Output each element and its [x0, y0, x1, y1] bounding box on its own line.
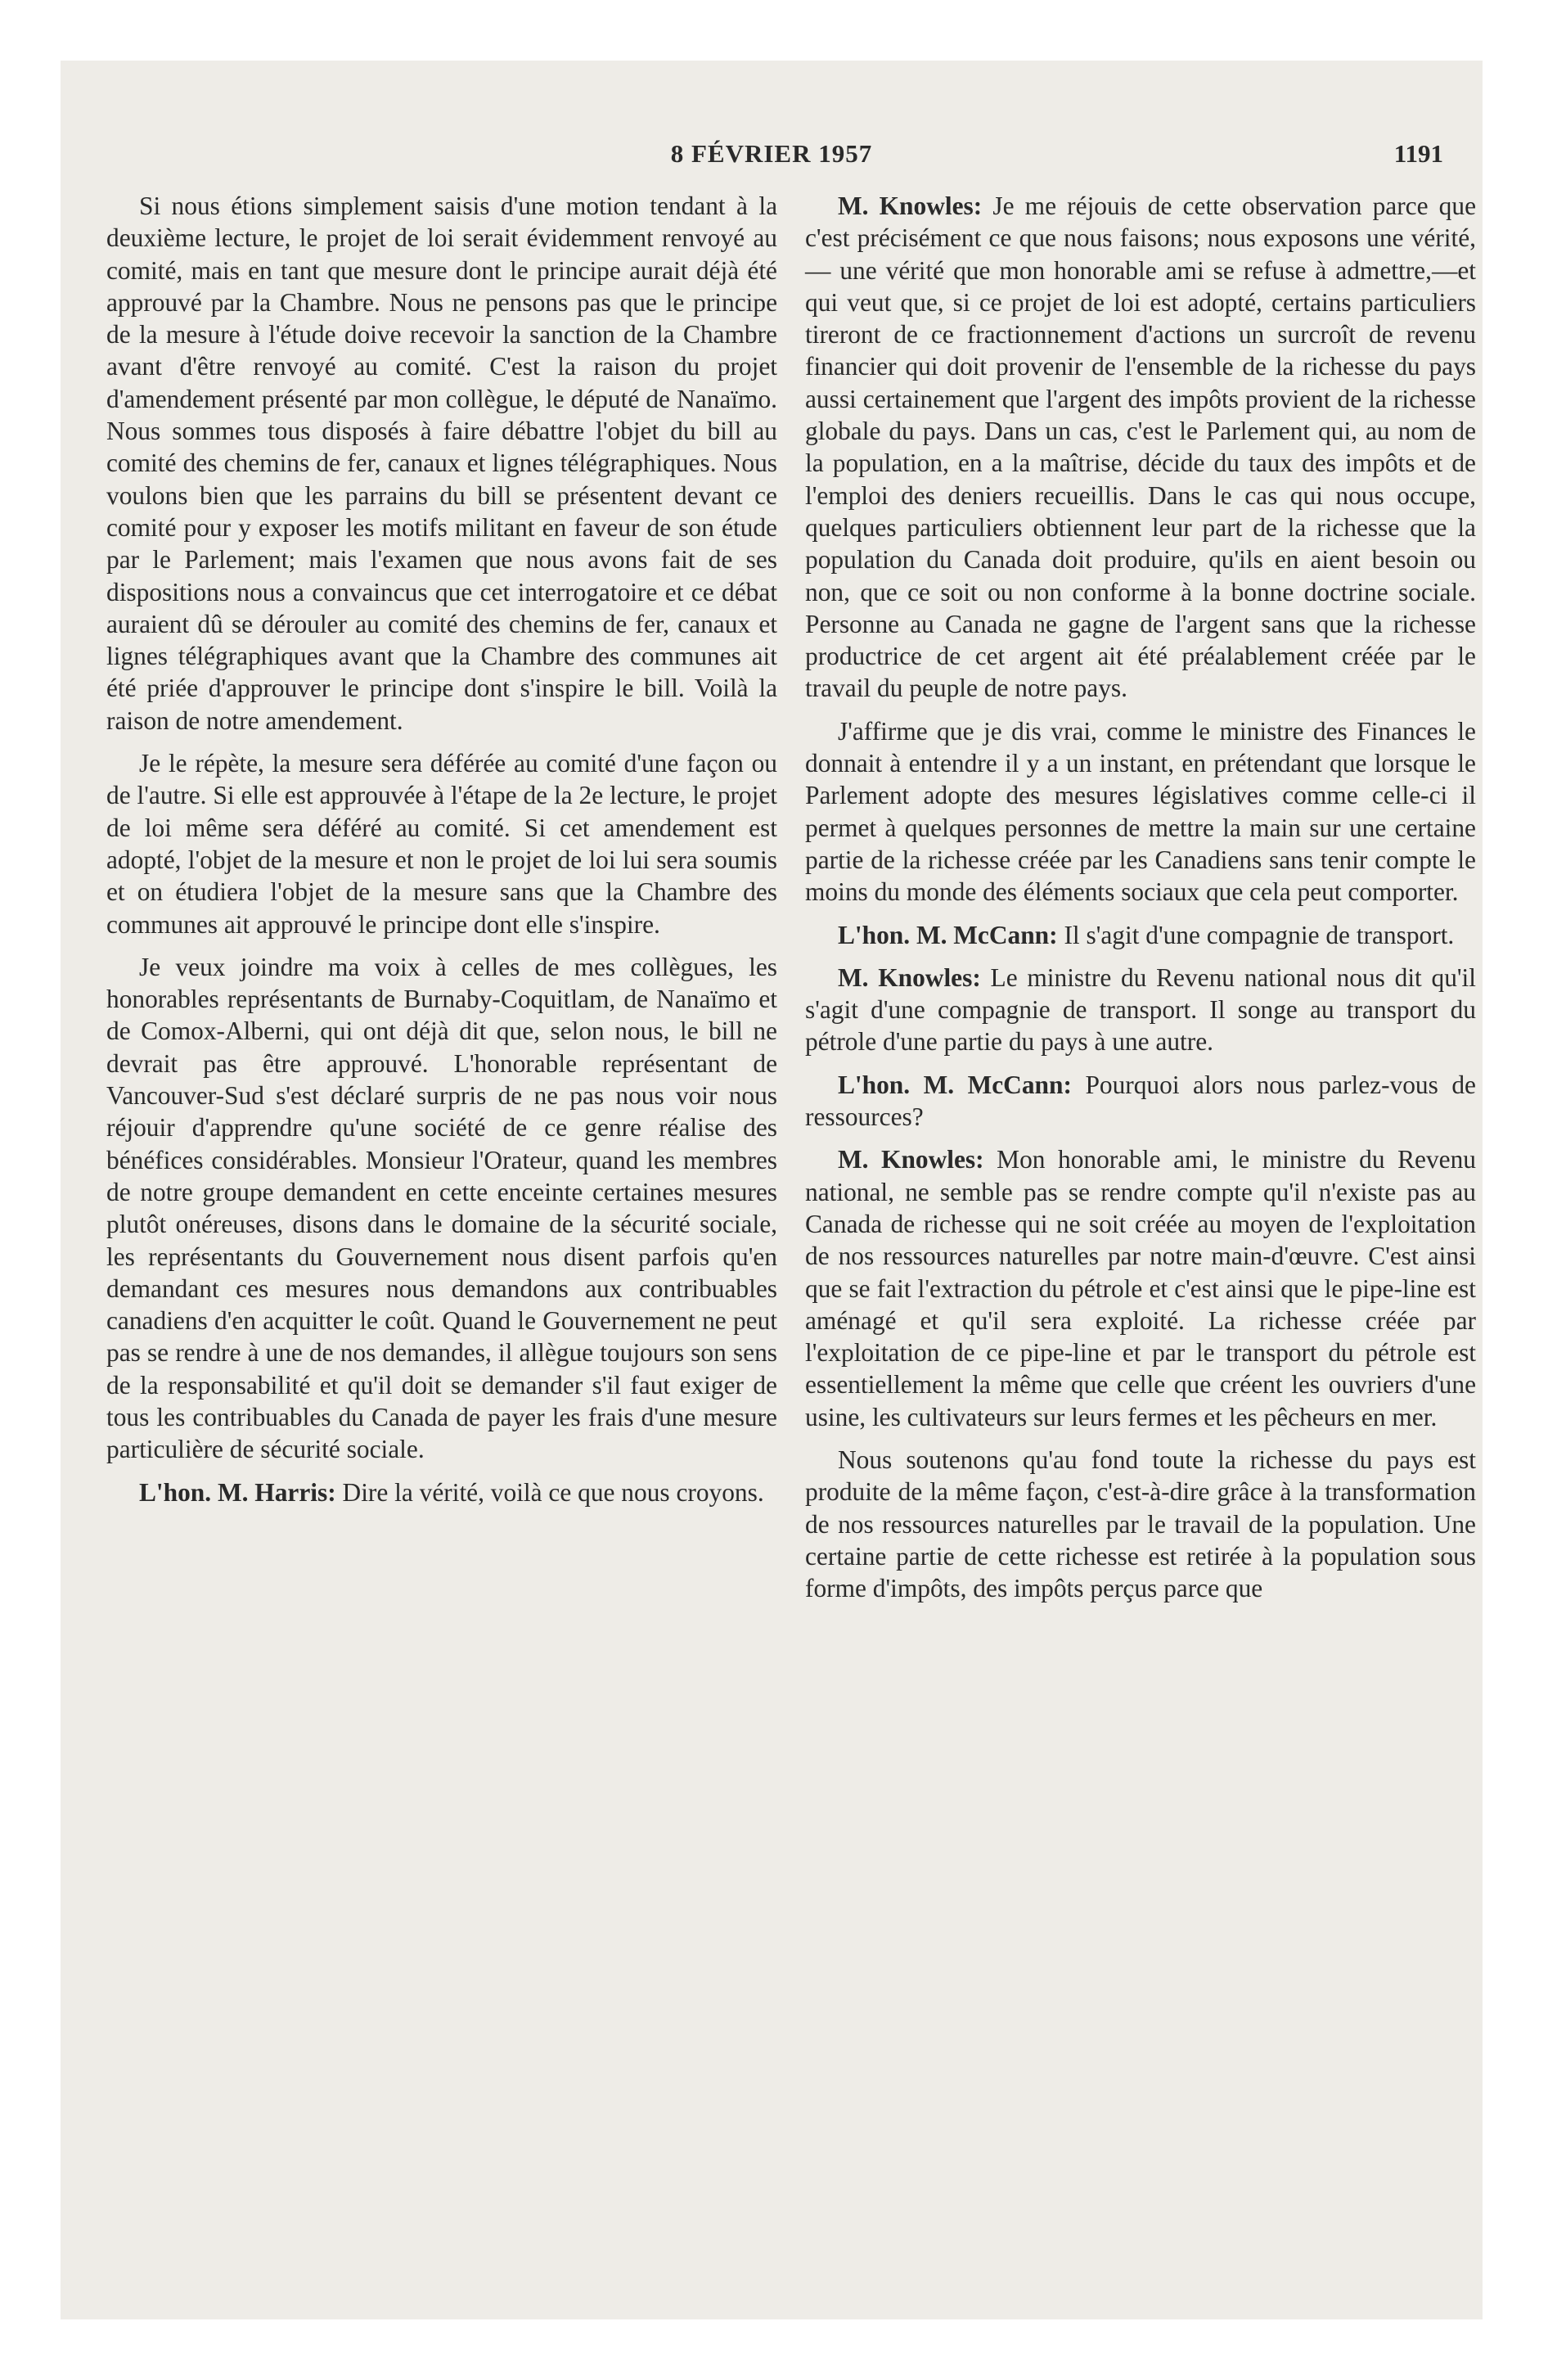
- speech-text: Je me réjouis de cette observation parce que c'est précisément ce que nous faisons; nous exposons une vérité,— une vérité que mon honorable ami se refuse à admettre,—et qui veut que, si ce projet de loi est adopté, certains particuliers tireront de ce fractionnement d'actions un surcroît de revenu financier qui doit provenir de l'ensemble de la richesse du pays aussi certainement que l'argent des impôts provient de la richesse globale du pays. Dans un cas, c'est le Parlement qui, au nom de la population, en a la maîtrise, décide du taux des impôts et de l'emploi des deniers recueillis. Dans le cas qui nous occupe, quelques particuliers obtiennent leur part de la richesse que la population du Canada doit produire, qu'ils en aient besoin ou non, que ce soit ou non conforme à la bonne doctrine sociale. Personne au Canada ne gagne de l'argent sans que la richesse productrice de cet argent ait été préalablement créée par le travail du peuple de notre pays.: [805, 192, 1476, 703]
- right-column: [805, 190, 1476, 1615]
- speech-paragraph: [805, 1069, 1476, 1134]
- speaker-name: M. Knowles:: [838, 192, 983, 220]
- paragraph: Nous soutenons qu'au fond toute la richesse du pays est produite de la même façon, c'est-à-dire grâce à la transformation de nos ressources naturelles par le travail de la population. Une certaine partie de cette richesse est retirée à la population sous forme d'impôts, des impôts perçus parce que: [805, 1445, 1476, 1603]
- speech-paragraph: [805, 1143, 1476, 1433]
- speech-text: Le ministre du Revenu national nous dit qu'il s'agit d'une compagnie de transport. Il songe au transport du pétrole d'une partie du pays à une autre.: [805, 962, 1476, 1057]
- paragraph: J'affirme que je dis vrai, comme le ministre des Finances le donnait à entendre il y a un instant, en prétendant que lorsque le Parlement adopte des mesures législatives comme celle-ci il permet à quelques personnes de mettre la main sur une certaine partie de la richesse créée par les Canadiens sans tenir compte le moins du monde des éléments sociaux que cela peut comporter.: [805, 716, 1476, 907]
- speech-text: Mon honorable ami, le ministre du Revenu national, ne semble pas se rendre compte qu'il n'existe pas au Canada de richesse qui ne soit créée au moyen de l'exploitation de nos ressources naturelles par notre main-d'œuvre. C'est ainsi que se fait l'extraction du pétrole et c'est ainsi que le pipe-line est aménagé et qu'il sera exploité. La richesse créée par l'exploitation de ce pipe-line et par le transport du pétrole est essentiellement la même que celle que créent les ouvriers d'une usine, les cultivateurs sur leurs fermes et les pêcheurs en mer.: [805, 1145, 1476, 1431]
- speaker-name: M. Knowles:: [838, 962, 981, 992]
- speech-text: Il s'agit d'une compagnie de transport.: [1064, 920, 1455, 949]
- speaker-name: L'hon. M. McCann:: [838, 920, 1058, 949]
- speaker-name: L'hon. M. Harris:: [139, 1477, 336, 1507]
- paragraph: Je le répète, la mesure sera déférée au comité d'une façon ou de l'autre. Si elle est approuvée à l'étape de la 2e lecture, le projet de loi même sera déféré au comité. Si cet amendement est adopté, l'objet de la mesure et non le projet de loi lui sera soumis et on étudiera l'objet de la mesure sans que la Chambre des communes ait approuvé le principe dont elle s'inspire.: [106, 749, 777, 939]
- paragraph: Si nous étions simplement saisis d'une motion tendant à la deuxième lecture, le projet de loi serait évidemment renvoyé au comité, mais en tant que mesure dont le principe aurait déjà été approuvé par la Chambre. Nous ne pensons pas que le principe de la mesure à l'étude doive recevoir la sanction de la Chambre avant d'être renvoyé au comité. C'est la raison du projet d'amendement présenté par mon collègue, le député de Nanaïmo. Nous sommes tous disposés à faire débattre l'objet du bill au comité des chemins de fer, canaux et lignes télégraphiques. Nous voulons bien que les parrains du bill se présentent devant ce comité pour y exposer les motifs militant en faveur de son étude par le Parlement; mais l'examen que nous avons fait de ses dispositions nous a convaincus que cet interrogatoire et ce débat auraient dû se dérouler au comité des chemins de fer, canaux et lignes télégraphiques avant que la Chambre des communes ait été priée d'approuver le principe dont s'inspire le bill. Voilà la raison de notre amendement.: [106, 192, 777, 735]
- speech-paragraph: [805, 919, 1476, 951]
- speech-text: Pourquoi alors nous parlez-vous de ressources?: [805, 1070, 1476, 1132]
- speech-paragraph: [805, 190, 1476, 705]
- document-page: [61, 61, 1483, 2319]
- speech-text: Dire la vérité, voilà ce que nous croyons.: [342, 1477, 764, 1507]
- paragraph: Je veux joindre ma voix à celles de mes collègues, les honorables représentants de Burnaby-Coquitlam, de Nanaïmo et de Comox-Alberni, qui ont déjà dit que, selon nous, le bill ne devrait pas être approuvé. L'honorable représentant de Vancouver-Sud s'est déclaré surpris de ne pas nous voir nous réjouir d'apprendre qu'une société de ce genre réalise des bénéfices considérables. Monsieur l'Orateur, quand les membres de notre groupe demandent en cette enceinte certaines mesures plutôt onéreuses, disons dans le domaine de la sécurité sociale, les représentants du Gouvernement nous disent parfois qu'en demandant ces mesures nous demandons aux contribuables canadiens d'en acquitter le coût. Quand le Gouvernement ne peut pas se rendre à une de nos demandes, il allègue toujours son sens de la responsabilité et qu'il doit se demander s'il faut exiger de tous les contribuables du Canada de payer les frais d'une mesure particulière de sécurité sociale.: [106, 952, 777, 1464]
- speaker-name: M. Knowles:: [838, 1145, 984, 1174]
- speech-paragraph: [805, 962, 1476, 1058]
- page-header: [61, 139, 1483, 180]
- left-column: [106, 190, 777, 1519]
- speaker-name: L'hon. M. McCann:: [838, 1070, 1072, 1099]
- page-date: 8 FÉVRIER 1957: [670, 139, 873, 168]
- speech-paragraph: [106, 1476, 777, 1508]
- page-number: 1191: [1393, 139, 1443, 168]
